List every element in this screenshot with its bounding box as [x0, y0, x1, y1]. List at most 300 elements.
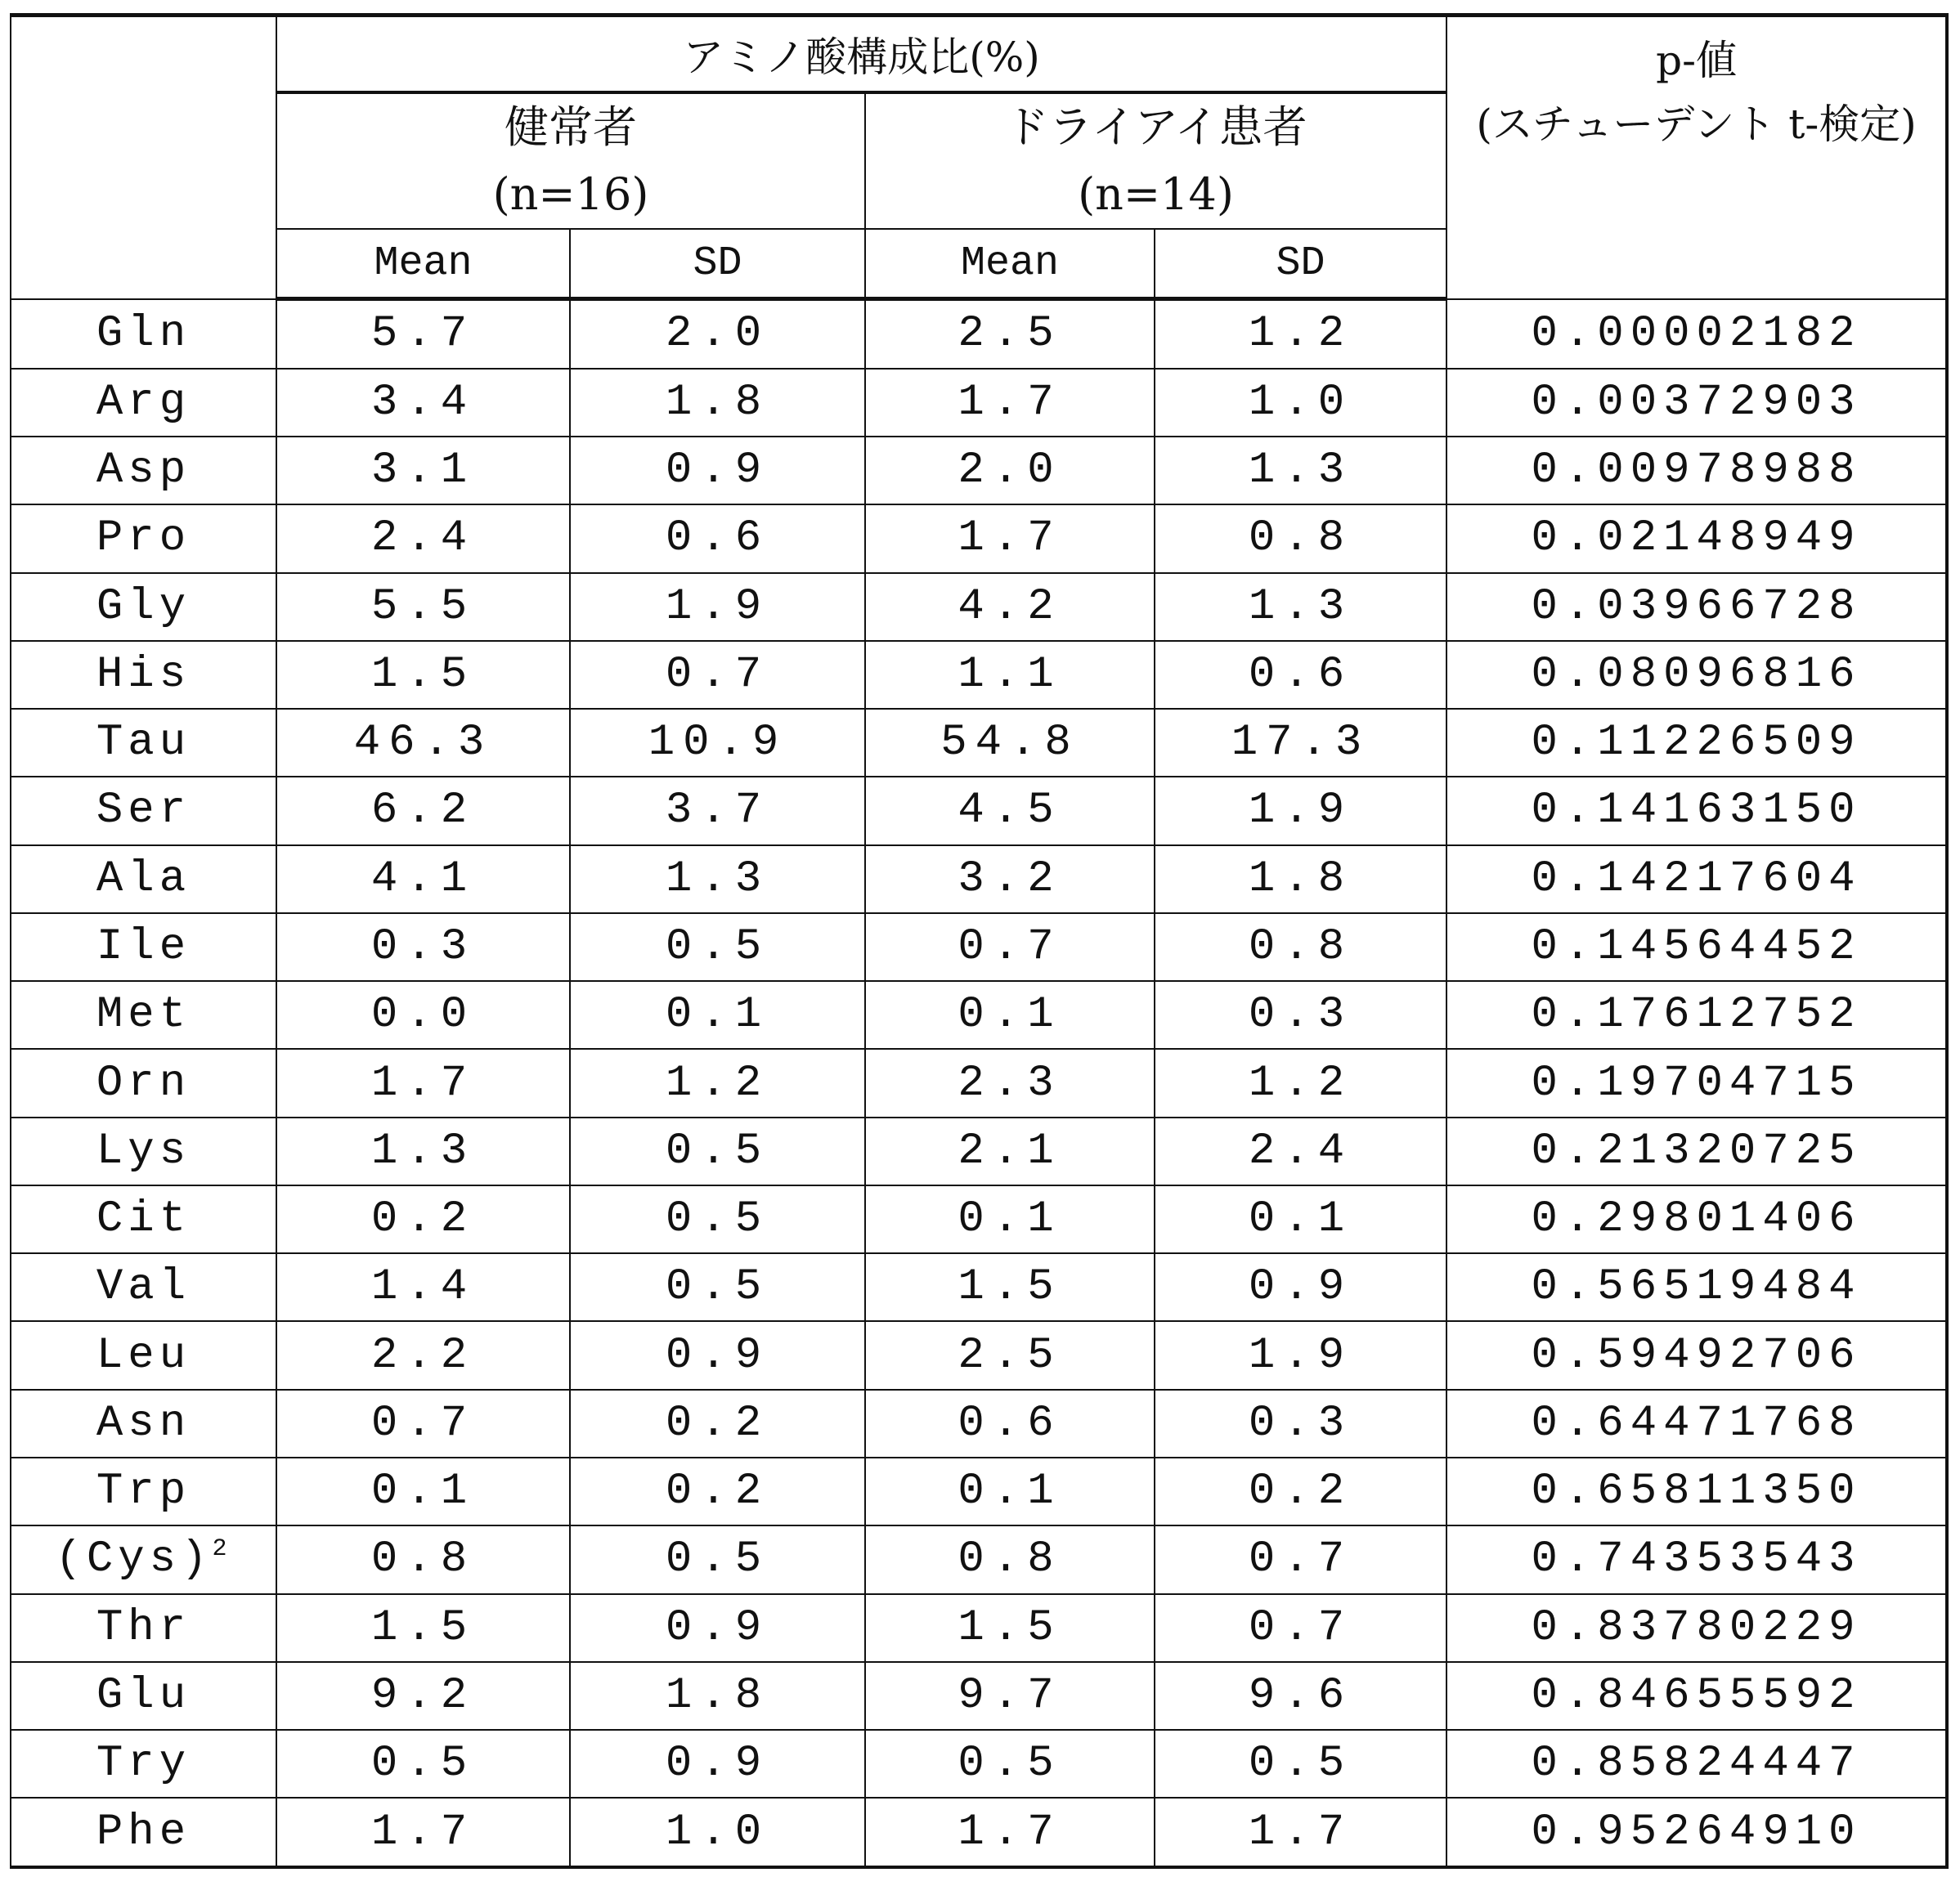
p-value — [1446, 709, 1947, 777]
amino-acid-name-text: Cit — [96, 1194, 191, 1244]
dryeye-sd — [1155, 641, 1446, 709]
healthy-mean — [276, 1662, 570, 1730]
dryeye-mean — [865, 573, 1155, 641]
amino-acid-name — [11, 369, 276, 437]
dryeye-mean-text: 2.0 — [958, 446, 1061, 495]
healthy-mean — [276, 1390, 570, 1458]
dryeye-mean-header: Mean — [865, 229, 1155, 299]
healthy-sd — [570, 369, 865, 437]
dryeye-mean — [865, 641, 1155, 709]
healthy-sd-text: 0.9 — [666, 446, 769, 495]
amino-acid-table — [10, 13, 1949, 1869]
dryeye-mean-text: 4.2 — [958, 582, 1061, 632]
dryeye-sd-text: 0.1 — [1249, 1194, 1352, 1244]
healthy-sd — [570, 1458, 865, 1525]
amino-acid-name — [11, 1798, 276, 1867]
dryeye-mean-text: 4.5 — [958, 786, 1061, 835]
dryeye-mean-text: 1.7 — [958, 513, 1061, 563]
dryeye-mean-text: 2.5 — [958, 309, 1061, 359]
healthy-n: (n=16) — [277, 161, 864, 228]
table-row — [11, 1525, 1947, 1593]
p-value-text: 0.56519484 — [1532, 1262, 1862, 1312]
amino-acid-name-text: Gln — [96, 309, 191, 359]
amino-acid-name — [11, 1594, 276, 1662]
healthy-mean-text: 1.5 — [371, 1603, 475, 1653]
table-row — [11, 1798, 1947, 1867]
p-value-text: 0.17612752 — [1532, 990, 1862, 1040]
amino-acid-name-text: Leu — [96, 1331, 191, 1381]
healthy-sd-text: 0.2 — [666, 1467, 769, 1516]
p-value — [1446, 777, 1947, 844]
amino-acid-name-text: Asp — [96, 446, 191, 495]
amino-acid-name — [11, 1321, 276, 1389]
dryeye-mean — [865, 1662, 1155, 1730]
dryeye-sd — [1155, 1458, 1446, 1525]
dryeye-mean-text: 0.1 — [958, 990, 1061, 1040]
dryeye-sd-text: 1.2 — [1249, 1059, 1352, 1109]
healthy-mean-text: 0.5 — [371, 1739, 475, 1789]
p-value — [1446, 913, 1947, 981]
healthy-sd — [570, 1730, 865, 1798]
table-row — [11, 1049, 1947, 1117]
healthy-mean-text: 5.5 — [371, 582, 475, 632]
healthy-mean-text: 3.1 — [371, 446, 475, 495]
p-value — [1446, 573, 1947, 641]
p-value — [1446, 1253, 1947, 1321]
amino-acid-name — [11, 437, 276, 504]
dryeye-mean-text: 9.7 — [958, 1671, 1061, 1721]
dryeye-mean-text: 1.5 — [958, 1262, 1061, 1312]
amino-acid-name-text: Asn — [96, 1399, 191, 1449]
healthy-mean — [276, 1049, 570, 1117]
dryeye-mean — [865, 913, 1155, 981]
dryeye-sd-text: 0.3 — [1249, 1399, 1352, 1449]
p-value-text: 0.95264910 — [1532, 1808, 1862, 1857]
healthy-sd-text: 0.5 — [666, 1194, 769, 1244]
p-value-text: 0.64471768 — [1532, 1399, 1862, 1449]
dryeye-label: ドライアイ患者 — [866, 94, 1446, 161]
dryeye-sd-header: SD — [1155, 229, 1446, 299]
p-value — [1446, 1049, 1947, 1117]
p-value-text: 0.00372903 — [1532, 378, 1862, 428]
healthy-sd — [570, 845, 865, 913]
healthy-sd — [570, 1253, 865, 1321]
dryeye-sd — [1155, 1798, 1446, 1867]
dryeye-mean — [865, 504, 1155, 572]
healthy-sd — [570, 1525, 865, 1593]
p-value — [1446, 1321, 1947, 1389]
p-value-text: 0.29801406 — [1532, 1194, 1862, 1244]
healthy-mean — [276, 1730, 570, 1798]
amino-acid-name-text: Met — [96, 990, 191, 1040]
dryeye-sd-text: 1.3 — [1249, 582, 1352, 632]
healthy-mean — [276, 709, 570, 777]
dryeye-mean — [865, 1185, 1155, 1253]
dryeye-sd-text: 0.6 — [1249, 650, 1352, 700]
healthy-sd — [570, 299, 865, 369]
dryeye-mean — [865, 1049, 1155, 1117]
amino-acid-name — [11, 709, 276, 777]
dryeye-mean-text: 3.2 — [958, 854, 1061, 904]
dryeye-sd — [1155, 1185, 1446, 1253]
dryeye-mean — [865, 1594, 1155, 1662]
dryeye-mean-text: 0.1 — [958, 1467, 1061, 1516]
healthy-mean-text: 1.7 — [371, 1059, 475, 1109]
p-value-text: 0.83780229 — [1532, 1603, 1862, 1653]
healthy-mean-text: 46.3 — [354, 718, 493, 768]
dryeye-sd-text: 1.8 — [1249, 854, 1352, 904]
healthy-sd-text: 0.6 — [666, 513, 769, 563]
amino-acid-name — [11, 299, 276, 369]
healthy-sd-text: 2.0 — [666, 309, 769, 359]
dryeye-sd — [1155, 913, 1446, 981]
amino-acid-name-text: Ser — [96, 786, 191, 835]
table-row — [11, 709, 1947, 777]
dryeye-sd-text: 0.9 — [1249, 1262, 1352, 1312]
healthy-mean-text: 2.2 — [371, 1331, 475, 1381]
p-value-text: 0.11226509 — [1532, 718, 1862, 768]
p-value — [1446, 1390, 1947, 1458]
p-value-text: 0.19704715 — [1532, 1059, 1862, 1109]
dryeye-mean-text: 1.5 — [958, 1603, 1061, 1653]
healthy-sd-text: 10.9 — [648, 718, 787, 768]
healthy-sd — [570, 504, 865, 572]
healthy-mean-text: 4.1 — [371, 854, 475, 904]
dryeye-sd-text: 1.0 — [1249, 378, 1352, 428]
healthy-sd-text: 1.2 — [666, 1059, 769, 1109]
dryeye-mean — [865, 777, 1155, 844]
dryeye-mean-text: 1.7 — [958, 378, 1061, 428]
table-row — [11, 1730, 1947, 1798]
healthy-sd — [570, 437, 865, 504]
p-value — [1446, 1730, 1947, 1798]
p-value — [1446, 1185, 1947, 1253]
amino-acid-name — [11, 1049, 276, 1117]
healthy-sd — [570, 1118, 865, 1185]
amino-acid-name-text: Pro — [96, 513, 191, 563]
p-value — [1446, 1458, 1947, 1525]
dryeye-sd-text: 0.2 — [1249, 1467, 1352, 1516]
healthy-sd — [570, 1594, 865, 1662]
healthy-sd — [570, 1390, 865, 1458]
amino-acid-name — [11, 981, 276, 1049]
healthy-mean — [276, 981, 570, 1049]
healthy-mean — [276, 369, 570, 437]
dryeye-mean — [865, 1253, 1155, 1321]
healthy-mean — [276, 1458, 570, 1525]
healthy-sd-text: 1.9 — [666, 582, 769, 632]
table-row — [11, 981, 1947, 1049]
amino-acid-name-text: Trp — [96, 1467, 191, 1516]
healthy-mean-text: 3.4 — [371, 378, 475, 428]
healthy-sd-text: 1.3 — [666, 854, 769, 904]
healthy-mean — [276, 504, 570, 572]
healthy-sd — [570, 913, 865, 981]
dryeye-sd-text: 0.7 — [1249, 1603, 1352, 1653]
healthy-mean — [276, 573, 570, 641]
p-value — [1446, 299, 1947, 369]
amino-acid-name — [11, 1730, 276, 1798]
amino-acid-name — [11, 1458, 276, 1525]
composition-title: アミノ酸構成比(%) — [276, 16, 1446, 93]
healthy-mean-text: 1.7 — [371, 1808, 475, 1857]
healthy-sd-text: 0.1 — [666, 990, 769, 1040]
dryeye-mean-text: 2.1 — [958, 1127, 1061, 1176]
p-value-text: 0.02148949 — [1532, 513, 1862, 563]
dryeye-sd-text: 0.7 — [1249, 1534, 1352, 1584]
amino-acid-name — [11, 777, 276, 844]
dryeye-mean-text: 2.5 — [958, 1331, 1061, 1381]
table-row — [11, 1662, 1947, 1730]
healthy-sd-text: 0.5 — [666, 1262, 769, 1312]
amino-acid-name — [11, 1390, 276, 1458]
p-value-text: 0.14163150 — [1532, 786, 1862, 835]
healthy-mean — [276, 1594, 570, 1662]
amino-acid-name-text: Tau — [96, 718, 191, 768]
dryeye-sd — [1155, 1253, 1446, 1321]
healthy-mean-text: 0.7 — [371, 1399, 475, 1449]
dryeye-sd — [1155, 981, 1446, 1049]
p-value-text: 0.14564452 — [1532, 922, 1862, 972]
healthy-mean — [276, 845, 570, 913]
table-row — [11, 573, 1947, 641]
dryeye-sd — [1155, 1525, 1446, 1593]
healthy-sd — [570, 573, 865, 641]
p-value-text: 0.84655592 — [1532, 1671, 1862, 1721]
p-value-text: 0.00978988 — [1532, 446, 1862, 495]
dryeye-mean — [865, 981, 1155, 1049]
dryeye-mean — [865, 1730, 1155, 1798]
amino-acid-name — [11, 845, 276, 913]
dryeye-n: (n=14) — [866, 161, 1446, 228]
table-row — [11, 641, 1947, 709]
dryeye-mean — [865, 1798, 1155, 1867]
p-value-text: 0.74353543 — [1532, 1534, 1862, 1584]
dryeye-sd — [1155, 709, 1446, 777]
dryeye-sd-text: 0.5 — [1249, 1739, 1352, 1789]
healthy-mean-text: 0.3 — [371, 922, 475, 972]
healthy-mean-text: 1.5 — [371, 650, 475, 700]
amino-acid-name — [11, 1185, 276, 1253]
dryeye-mean — [865, 1118, 1155, 1185]
amino-acid-name-text: Ala — [96, 854, 191, 904]
table-row — [11, 1253, 1947, 1321]
dryeye-mean — [865, 709, 1155, 777]
amino-acid-name — [11, 1118, 276, 1185]
healthy-mean-text: 0.2 — [371, 1194, 475, 1244]
dryeye-mean — [865, 369, 1155, 437]
healthy-mean — [276, 641, 570, 709]
dryeye-mean-text: 2.3 — [958, 1059, 1061, 1109]
p-value — [1446, 1662, 1947, 1730]
amino-acid-name-text: Arg — [96, 378, 191, 428]
dryeye-group-header — [865, 92, 1446, 229]
healthy-mean-text: 2.4 — [371, 513, 475, 563]
amino-acid-name — [11, 1253, 276, 1321]
healthy-mean-text: 1.4 — [371, 1262, 475, 1312]
amino-acid-name-text: Phe — [96, 1808, 191, 1857]
p-value-text: 0.08096816 — [1532, 650, 1862, 700]
table-row — [11, 1390, 1947, 1458]
dryeye-mean-text: 1.1 — [958, 650, 1061, 700]
table-row — [11, 1185, 1947, 1253]
healthy-group-header — [276, 92, 865, 229]
healthy-mean — [276, 1118, 570, 1185]
dryeye-sd — [1155, 777, 1446, 844]
amino-acid-name — [11, 913, 276, 981]
healthy-sd — [570, 1049, 865, 1117]
amino-acid-name-text: (Cys) — [55, 1534, 212, 1584]
dryeye-sd-text: 0.8 — [1249, 513, 1352, 563]
p-value — [1446, 1118, 1947, 1185]
dryeye-mean — [865, 1321, 1155, 1389]
healthy-sd — [570, 709, 865, 777]
dryeye-sd — [1155, 845, 1446, 913]
dryeye-mean-text: 0.7 — [958, 922, 1061, 972]
dryeye-mean — [865, 1390, 1155, 1458]
healthy-mean-header: Mean — [276, 229, 570, 299]
amino-acid-name — [11, 1525, 276, 1593]
amino-acid-name-text: Thr — [96, 1603, 191, 1653]
healthy-sd — [570, 981, 865, 1049]
dryeye-mean — [865, 1525, 1155, 1593]
healthy-mean-text: 5.7 — [371, 309, 475, 359]
p-value — [1446, 1594, 1947, 1662]
healthy-mean — [276, 913, 570, 981]
amino-acid-name-text: Val — [96, 1262, 191, 1312]
amino-acid-name-text: Try — [96, 1739, 191, 1789]
dryeye-sd — [1155, 299, 1446, 369]
healthy-mean-text: 0.1 — [371, 1467, 475, 1516]
table-row — [11, 845, 1947, 913]
table-row — [11, 369, 1947, 437]
p-value — [1446, 1798, 1947, 1867]
table-row — [11, 1321, 1947, 1389]
p-value-text: 0.85824447 — [1532, 1739, 1862, 1789]
dryeye-sd-text: 0.8 — [1249, 922, 1352, 972]
dryeye-mean — [865, 299, 1155, 369]
table-row — [11, 437, 1947, 504]
dryeye-mean — [865, 437, 1155, 504]
dryeye-sd — [1155, 1662, 1446, 1730]
healthy-sd-text: 1.8 — [666, 378, 769, 428]
healthy-mean — [276, 1321, 570, 1389]
dryeye-mean-text: 1.7 — [958, 1808, 1061, 1857]
p-value — [1446, 369, 1947, 437]
amino-acid-name-text: His — [96, 650, 191, 700]
healthy-mean — [276, 1525, 570, 1593]
healthy-mean — [276, 299, 570, 369]
healthy-sd — [570, 777, 865, 844]
table-row — [11, 299, 1947, 369]
amino-acid-name-text: Glu — [96, 1671, 191, 1721]
healthy-mean — [276, 437, 570, 504]
dryeye-sd — [1155, 1321, 1446, 1389]
amino-acid-name — [11, 504, 276, 572]
p-value — [1446, 641, 1947, 709]
table-row — [11, 1594, 1947, 1662]
amino-acid-name — [11, 573, 276, 641]
healthy-sd — [570, 1321, 865, 1389]
dryeye-sd-text: 9.6 — [1249, 1671, 1352, 1721]
amino-acid-name-text: Ile — [96, 922, 191, 972]
footnote-marker: 2 — [213, 1535, 232, 1563]
amino-acid-name — [11, 641, 276, 709]
healthy-sd-text: 3.7 — [666, 786, 769, 835]
amino-acid-name-text: Lys — [96, 1127, 191, 1176]
pvalue-title: p-値 — [1447, 29, 1945, 92]
dryeye-sd-text: 0.3 — [1249, 990, 1352, 1040]
dryeye-sd — [1155, 1118, 1446, 1185]
healthy-mean — [276, 777, 570, 844]
table-row — [11, 913, 1947, 981]
dryeye-mean-text: 0.5 — [958, 1739, 1061, 1789]
healthy-sd-text: 0.5 — [666, 922, 769, 972]
p-value-text: 0.65811350 — [1532, 1467, 1862, 1516]
pvalue-header — [1446, 16, 1947, 299]
dryeye-sd-text: 1.9 — [1249, 1331, 1352, 1381]
p-value-text: 0.14217604 — [1532, 854, 1862, 904]
healthy-mean — [276, 1185, 570, 1253]
dryeye-mean-text: 0.1 — [958, 1194, 1061, 1244]
dryeye-sd-text: 1.2 — [1249, 309, 1352, 359]
p-value-text: 0.59492706 — [1532, 1331, 1862, 1381]
p-value — [1446, 845, 1947, 913]
corner-cell — [11, 16, 276, 299]
p-value — [1446, 981, 1947, 1049]
p-value-text: 0.00002182 — [1532, 309, 1862, 359]
dryeye-mean-text: 54.8 — [940, 718, 1079, 768]
healthy-sd-text: 0.5 — [666, 1534, 769, 1584]
healthy-sd — [570, 1798, 865, 1867]
healthy-sd-text: 0.9 — [666, 1603, 769, 1653]
p-value-text: 0.03966728 — [1532, 582, 1862, 632]
dryeye-sd — [1155, 369, 1446, 437]
healthy-mean-text: 0.8 — [371, 1534, 475, 1584]
dryeye-mean — [865, 1458, 1155, 1525]
table-row — [11, 504, 1947, 572]
table-row — [11, 1458, 1947, 1525]
dryeye-sd-text: 1.9 — [1249, 786, 1352, 835]
healthy-mean-text: 0.0 — [371, 990, 475, 1040]
dryeye-sd — [1155, 1730, 1446, 1798]
healthy-sd-text: 0.2 — [666, 1399, 769, 1449]
healthy-sd — [570, 641, 865, 709]
healthy-mean-text: 9.2 — [371, 1671, 475, 1721]
dryeye-sd — [1155, 1594, 1446, 1662]
healthy-sd-text: 0.9 — [666, 1331, 769, 1381]
dryeye-sd-text: 2.4 — [1249, 1127, 1352, 1176]
p-value — [1446, 437, 1947, 504]
amino-acid-name-text: Gly — [96, 582, 191, 632]
dryeye-sd-text: 17.3 — [1231, 718, 1370, 768]
healthy-mean-text: 1.3 — [371, 1127, 475, 1176]
amino-acid-name — [11, 1662, 276, 1730]
healthy-mean — [276, 1798, 570, 1867]
dryeye-sd-text: 1.3 — [1249, 446, 1352, 495]
p-value — [1446, 1525, 1947, 1593]
dryeye-sd — [1155, 504, 1446, 572]
healthy-sd-text: 0.5 — [666, 1127, 769, 1176]
dryeye-mean — [865, 845, 1155, 913]
healthy-sd-text: 0.9 — [666, 1739, 769, 1789]
healthy-sd-text: 1.0 — [666, 1808, 769, 1857]
healthy-sd-text: 1.8 — [666, 1671, 769, 1721]
dryeye-sd-text: 1.7 — [1249, 1808, 1352, 1857]
dryeye-mean-text: 0.8 — [958, 1534, 1061, 1584]
dryeye-sd — [1155, 1049, 1446, 1117]
p-value — [1446, 504, 1947, 572]
